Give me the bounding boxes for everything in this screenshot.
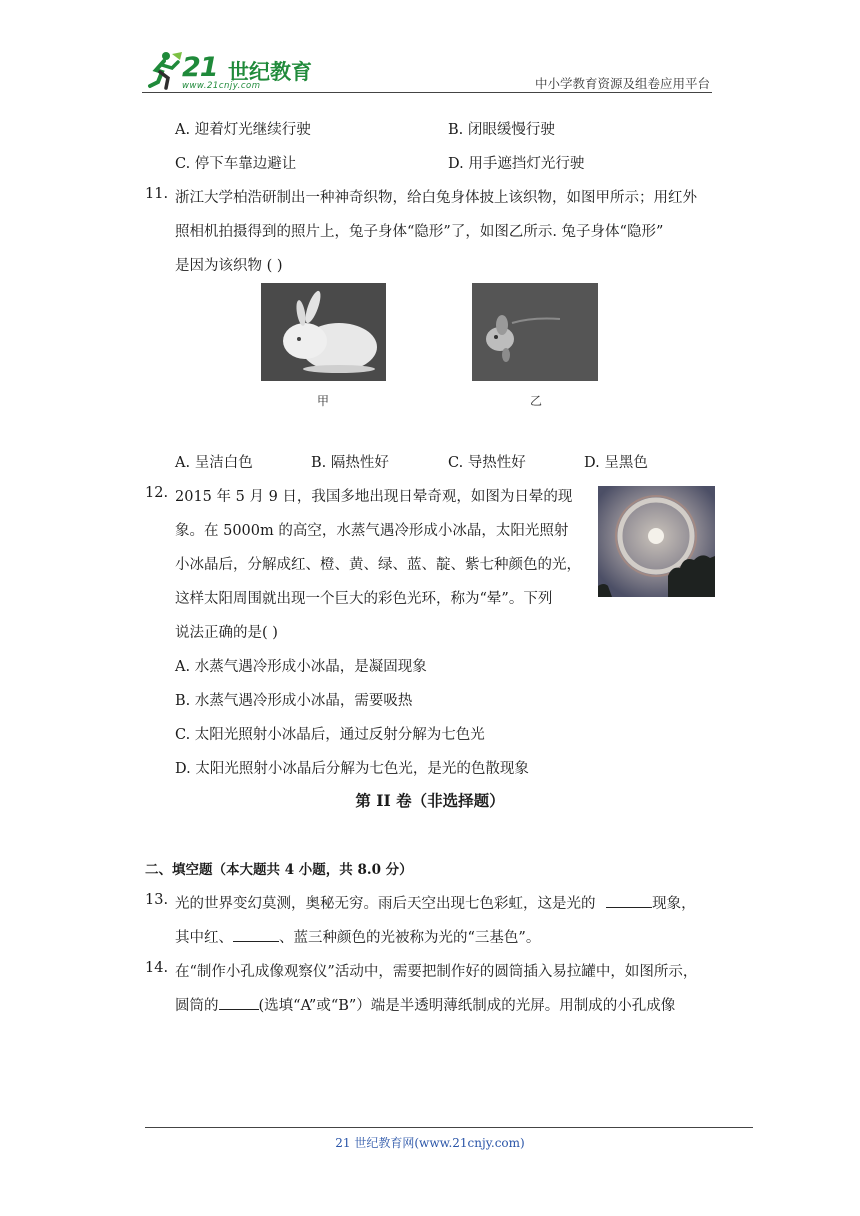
- q10-option-d: D. 用手遮挡灯光行驶: [448, 156, 585, 172]
- q11-option-b: B. 隔热性好: [311, 455, 389, 471]
- section-title: 第 II 卷（非选择题）: [355, 791, 505, 810]
- caption-yi: 乙: [530, 394, 543, 408]
- footer-text: 21 世纪教育网(www.21cnjy.com): [335, 1136, 525, 1150]
- q12-option-c: C. 太阳光照射小冰晶后，通过反射分解为七色光: [175, 727, 485, 743]
- q11-option-c: C. 导热性好: [448, 455, 526, 471]
- q13-answer-blank-2[interactable]: [233, 928, 279, 942]
- q14-answer-blank[interactable]: [219, 996, 259, 1010]
- q13-text-line2: [175, 926, 540, 947]
- logo-url: www.21cnjy.com: [182, 81, 261, 91]
- q11-text-line2: 照相机拍摄得到的照片上，兔子身体“隐形”了，如图乙所示. 兔子身体“隐形”: [175, 224, 664, 240]
- q12-text-line1: 2015 年 5 月 9 日，我国多地出现日晕奇观，如图为日晕的现: [175, 489, 573, 505]
- q14-text-line2: [175, 994, 675, 1015]
- q13-answer-blank-1[interactable]: [606, 894, 652, 908]
- q13-line1-pre: 光的世界变幻莫测，奥秘无穷。雨后天空出现七色彩虹，这是光的: [175, 896, 596, 912]
- site-logo: [142, 50, 312, 94]
- q12-text-line5: 说法正确的是( ): [175, 625, 278, 641]
- q14-text-line1: 在“制作小孔成像观察仪”活动中，需要把制作好的圆筒插入易拉罐中，如图所示，: [175, 964, 698, 980]
- q13-number: 13.: [145, 892, 169, 908]
- q12-text-line3: 小冰晶后，分解成红、橙、黄、绿、蓝、靛、紫七种颜色的光，: [175, 557, 581, 573]
- logo-numeral: 21: [182, 52, 218, 83]
- q13-line1-post: 现象，: [652, 896, 696, 912]
- q14-line2-post: (选填“A”或“B”）端是半透明薄纸制成的光屏。用制成的小孔成像: [258, 998, 676, 1014]
- solar-halo-photo: [598, 486, 715, 597]
- q11-option-a: A. 呈洁白色: [175, 455, 253, 471]
- header-platform-text: 中小学教育资源及组卷应用平台: [534, 76, 710, 91]
- footer-divider: [145, 1127, 753, 1128]
- q14-number: 14.: [145, 960, 169, 976]
- q11-text-line3: 是因为该织物 ( ): [175, 258, 283, 274]
- part-heading: 二、填空题（本大题共 4 小题，共 8.0 分）: [145, 862, 413, 878]
- q13-line2-pre: 其中红、: [175, 930, 233, 946]
- q12-text-line4: 这样太阳周围就出现一个巨大的彩色光环，称为“晕”。下列: [175, 591, 553, 607]
- q12-option-d: D. 太阳光照射小冰晶后分解为七色光，是光的色散现象: [175, 761, 529, 777]
- q13-line2-post: 、蓝三种颜色的光被称为光的“三基色”。: [279, 930, 541, 946]
- q12-option-b: B. 水蒸气遇冷形成小冰晶，需要吸热: [175, 693, 413, 709]
- logo-text: 世纪教育: [228, 60, 312, 84]
- q11-number: 11.: [145, 186, 169, 202]
- rabbit-infrared-photo: [472, 283, 598, 381]
- q10-option-c: C. 停下车靠边避让: [175, 156, 297, 172]
- q10-option-a: A. 迎着灯光继续行驶: [175, 122, 311, 138]
- header-divider: [142, 92, 712, 93]
- q13-text-line1: [175, 892, 696, 913]
- q10-option-b: B. 闭眼缓慢行驶: [448, 122, 555, 138]
- runner-logo-icon: [142, 50, 184, 90]
- rabbit-visible-photo: [261, 283, 386, 381]
- q14-line2-pre: 圆筒的: [175, 998, 219, 1014]
- q12-option-a: A. 水蒸气遇冷形成小冰晶，是凝固现象: [175, 659, 427, 675]
- q11-option-d: D. 呈黑色: [584, 455, 648, 471]
- caption-jia: 甲: [317, 394, 330, 408]
- q12-number: 12.: [145, 485, 169, 501]
- q11-text-line1: 浙江大学柏浩研制出一种神奇织物，给白兔身体披上该织物，如图甲所示；用红外: [175, 190, 697, 206]
- q12-text-line2: 象。在 5000m 的高空，水蒸气遇冷形成小冰晶，太阳光照射: [175, 523, 569, 539]
